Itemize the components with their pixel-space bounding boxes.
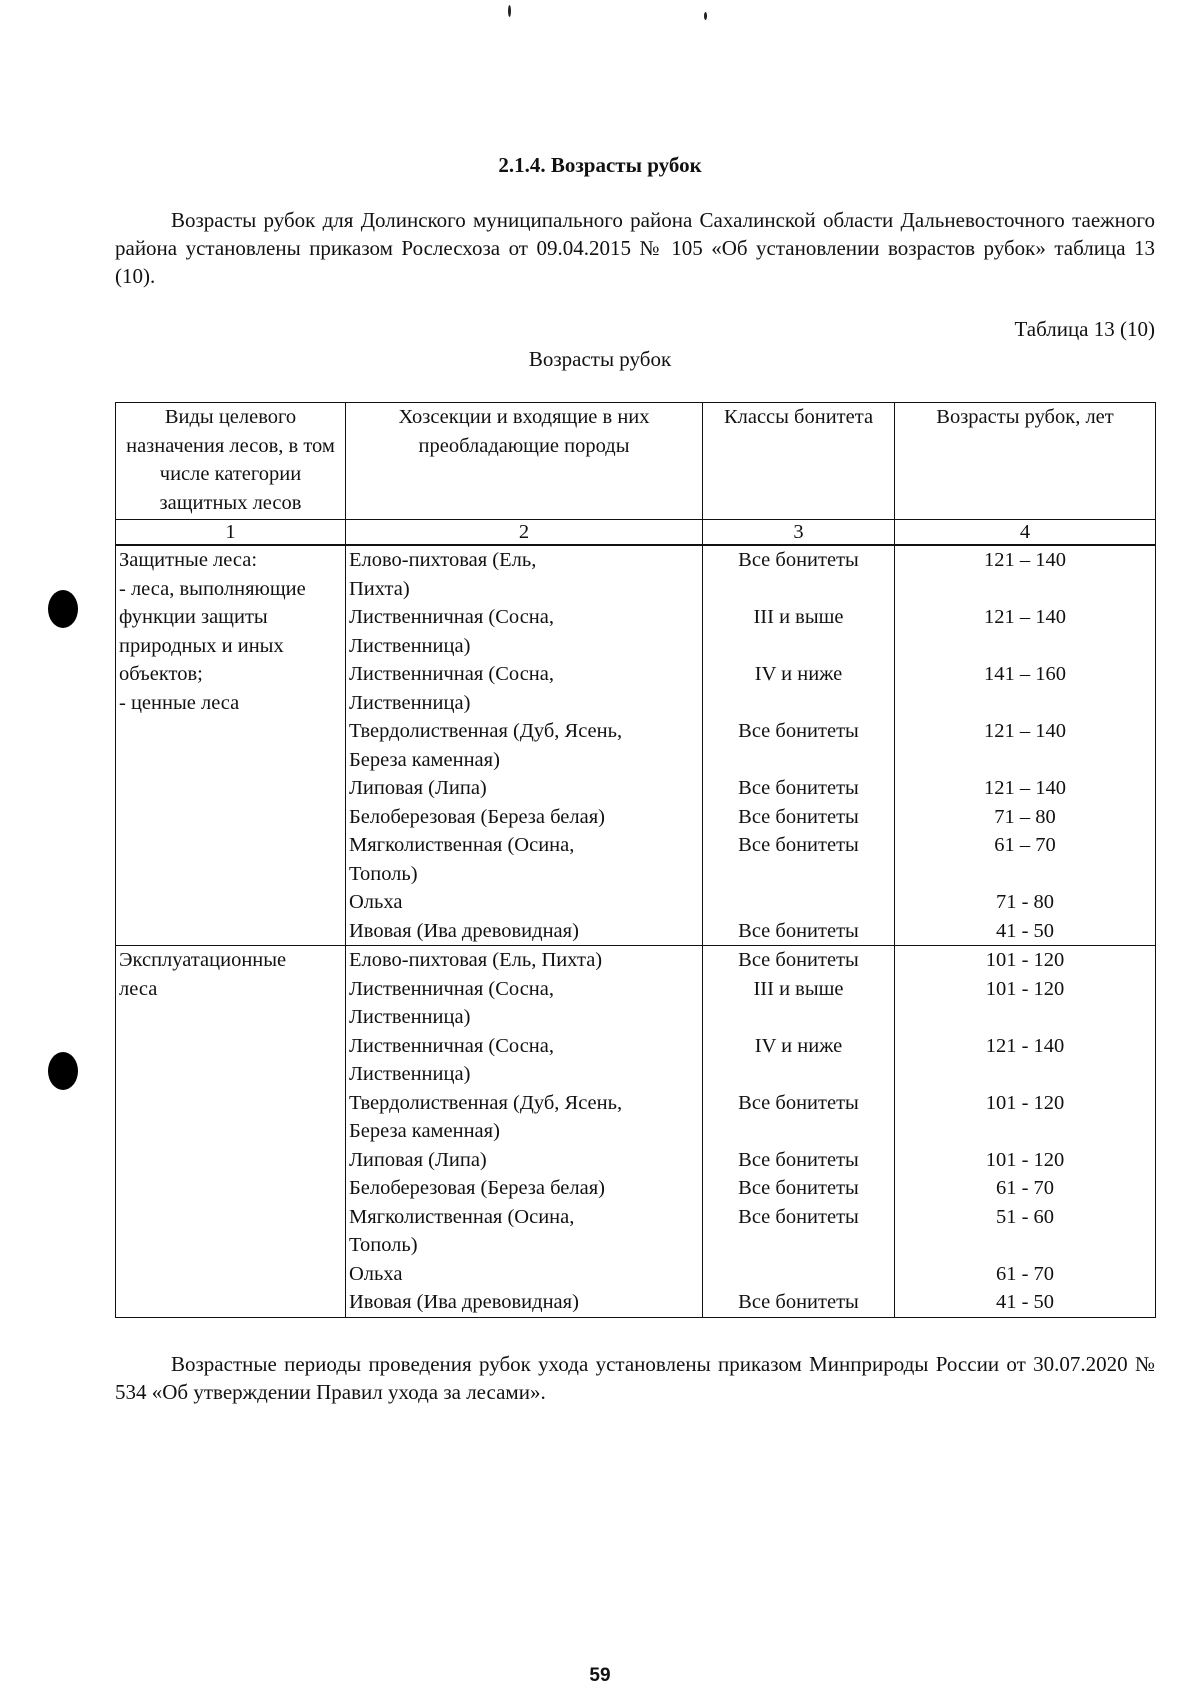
bonitet-value: Все бонитеты (738, 834, 859, 856)
section-line: Ольха (349, 891, 403, 913)
category-line: Эксплуатационные (119, 949, 287, 971)
age-value: 71 – 80 (994, 805, 1056, 828)
age-value: 61 - 70 (995, 1177, 1055, 1199)
age-value: 121 – 140 (984, 549, 1066, 571)
section-line: Пихта) (349, 577, 410, 600)
section-line: Береза каменная) (349, 748, 500, 771)
scan-speck (508, 5, 511, 17)
age-value: 101 - 120 (985, 1148, 1065, 1171)
bonitet-value: Все бонитеты (738, 1205, 859, 1228)
category-line: Защитные леса: (119, 549, 258, 571)
punch-hole-top (48, 590, 78, 628)
section-line: Лиственничная (Сосна, (349, 977, 554, 1000)
age-value: 121 – 140 (984, 777, 1066, 799)
section-line: Твердолиственная (Дуб, Ясень, (349, 720, 623, 742)
bonitet-cell (703, 946, 895, 1318)
table-number: Таблица 13 (10) (1014, 317, 1155, 341)
bonitet-value: Все бонитеты (738, 1177, 859, 1199)
section-line: Лиственница) (349, 1006, 471, 1028)
age-value: 71 - 80 (995, 891, 1055, 913)
section-line: Тополь) (349, 1234, 418, 1256)
bonitet-value: Все бонитеты (738, 777, 859, 799)
section-line: Береза каменная) (349, 1120, 500, 1142)
section-line: Лиственница) (349, 691, 471, 714)
age-value: 101 - 120 (985, 949, 1065, 971)
age-value: 51 - 60 (995, 1205, 1055, 1228)
age-value: 121 – 140 (984, 606, 1066, 628)
bonitet-value (706, 1260, 891, 1289)
section-line: Лиственничная (Сосна, (349, 663, 554, 685)
section-line: Ивовая (Ива древовидная) (349, 919, 579, 942)
bonitet-value: Все бонитеты (738, 720, 859, 742)
column-number: 1 (116, 520, 346, 546)
section-line: Липовая (Липа) (349, 777, 487, 799)
category-line: - ценные леса (119, 691, 240, 714)
category-line: объектов; (119, 663, 203, 685)
age-value: 61 - 70 (995, 1262, 1055, 1285)
age-value: 101 - 120 (985, 977, 1065, 1000)
category-line: функции защиты (119, 606, 268, 628)
bonitet-value: Все бонитеты (738, 1091, 859, 1114)
bonitet-value: Все бонитеты (738, 949, 859, 971)
column-number: 4 (895, 520, 1156, 546)
punch-hole-bottom (48, 1052, 78, 1090)
section-line: Елово-пихтовая (Ель, (349, 549, 537, 571)
category-cell (116, 545, 346, 946)
bonitet-value: Все бонитеты (738, 549, 859, 571)
age-value: 61 – 70 (994, 834, 1056, 856)
section-line: Елово-пихтовая (Ель, Пихта) (349, 949, 603, 971)
section-cell (346, 946, 703, 1318)
category-line: леса (119, 977, 158, 1000)
section-line: Белоберезовая (Береза белая) (349, 805, 605, 828)
bonitet-value: III и выше (753, 606, 844, 628)
page-number: 59 (589, 1665, 611, 1686)
bonitet-value: Все бонитеты (738, 1291, 859, 1313)
age-value: 141 – 160 (984, 663, 1066, 685)
section-line: Лиственничная (Сосна, (349, 1034, 554, 1057)
bonitet-value: Все бонитеты (738, 805, 859, 828)
age-cell (895, 946, 1156, 1318)
section-line: Ивовая (Ива древовидная) (349, 1291, 579, 1313)
table-row (116, 946, 1156, 1318)
closing-paragraph: Возрастные периоды проведения рубок ухода установлены приказом Минприроды России от 30.07.2020 № 534 «Об утверждении Правил ухода за лесами». (115, 1352, 1155, 1404)
age-value: 121 – 140 (984, 720, 1066, 742)
column-number-row (116, 520, 1156, 546)
header-row (116, 403, 1156, 520)
cutting-ages-table (115, 402, 1156, 1318)
section-line: Липовая (Липа) (349, 1148, 487, 1171)
section-title: 2.1.4. Возрасты рубок (498, 153, 702, 177)
section-line: Лиственница) (349, 1063, 471, 1085)
age-cell (895, 545, 1156, 946)
section-line: Лиственничная (Сосна, (349, 606, 554, 628)
age-value: 41 - 50 (995, 1291, 1055, 1313)
header-bonitet: Классы бонитета (703, 403, 895, 520)
bonitet-value: III и выше (753, 977, 844, 1000)
age-value: 41 - 50 (995, 919, 1055, 942)
table-caption: Возрасты рубок (528, 347, 672, 371)
section-line: Лиственница) (349, 634, 471, 657)
table-row (116, 545, 1156, 946)
section-line: Мягколиственная (Осина, (349, 834, 575, 856)
scan-speck (704, 12, 707, 20)
category-line: природных и иных (119, 634, 284, 657)
section-line: Ольха (349, 1262, 403, 1285)
bonitet-value: IV и ниже (754, 1034, 843, 1057)
category-line: - леса, выполняющие (119, 577, 306, 600)
category-cell (116, 946, 346, 1318)
header-purpose: Виды целевого назначения лесов, в том числе категории защитных лесов (116, 403, 346, 520)
age-value: 101 - 120 (985, 1091, 1065, 1114)
table-body (116, 545, 1156, 1317)
age-value: 121 - 140 (985, 1034, 1065, 1057)
section-line: Твердолиственная (Дуб, Ясень, (349, 1091, 623, 1114)
section-cell (346, 545, 703, 946)
bonitet-cell (703, 545, 895, 946)
intro-paragraph: Возрасты рубок для Долинского муниципального района Сахалинской области Дальневосточного таежного района установлены приказом Рослесхоза от 09.04.2015 № 105 «Об установлении возрастов рубок» таблица 13 (10). (115, 208, 1155, 288)
bonitet-value (706, 888, 891, 917)
bonitet-value: IV и ниже (754, 663, 843, 685)
section-line: Мягколиственная (Осина, (349, 1205, 575, 1228)
header-section: Хозсекции и входящие в них преобладающие породы (346, 403, 703, 520)
bonitet-value: Все бонитеты (738, 919, 859, 942)
bonitet-value: Все бонитеты (738, 1148, 859, 1171)
section-line: Белоберезовая (Береза белая) (349, 1177, 605, 1199)
section-line: Тополь) (349, 862, 418, 885)
header-age: Возрасты рубок, лет (895, 403, 1156, 520)
column-number: 3 (703, 520, 895, 546)
column-number: 2 (346, 520, 703, 546)
